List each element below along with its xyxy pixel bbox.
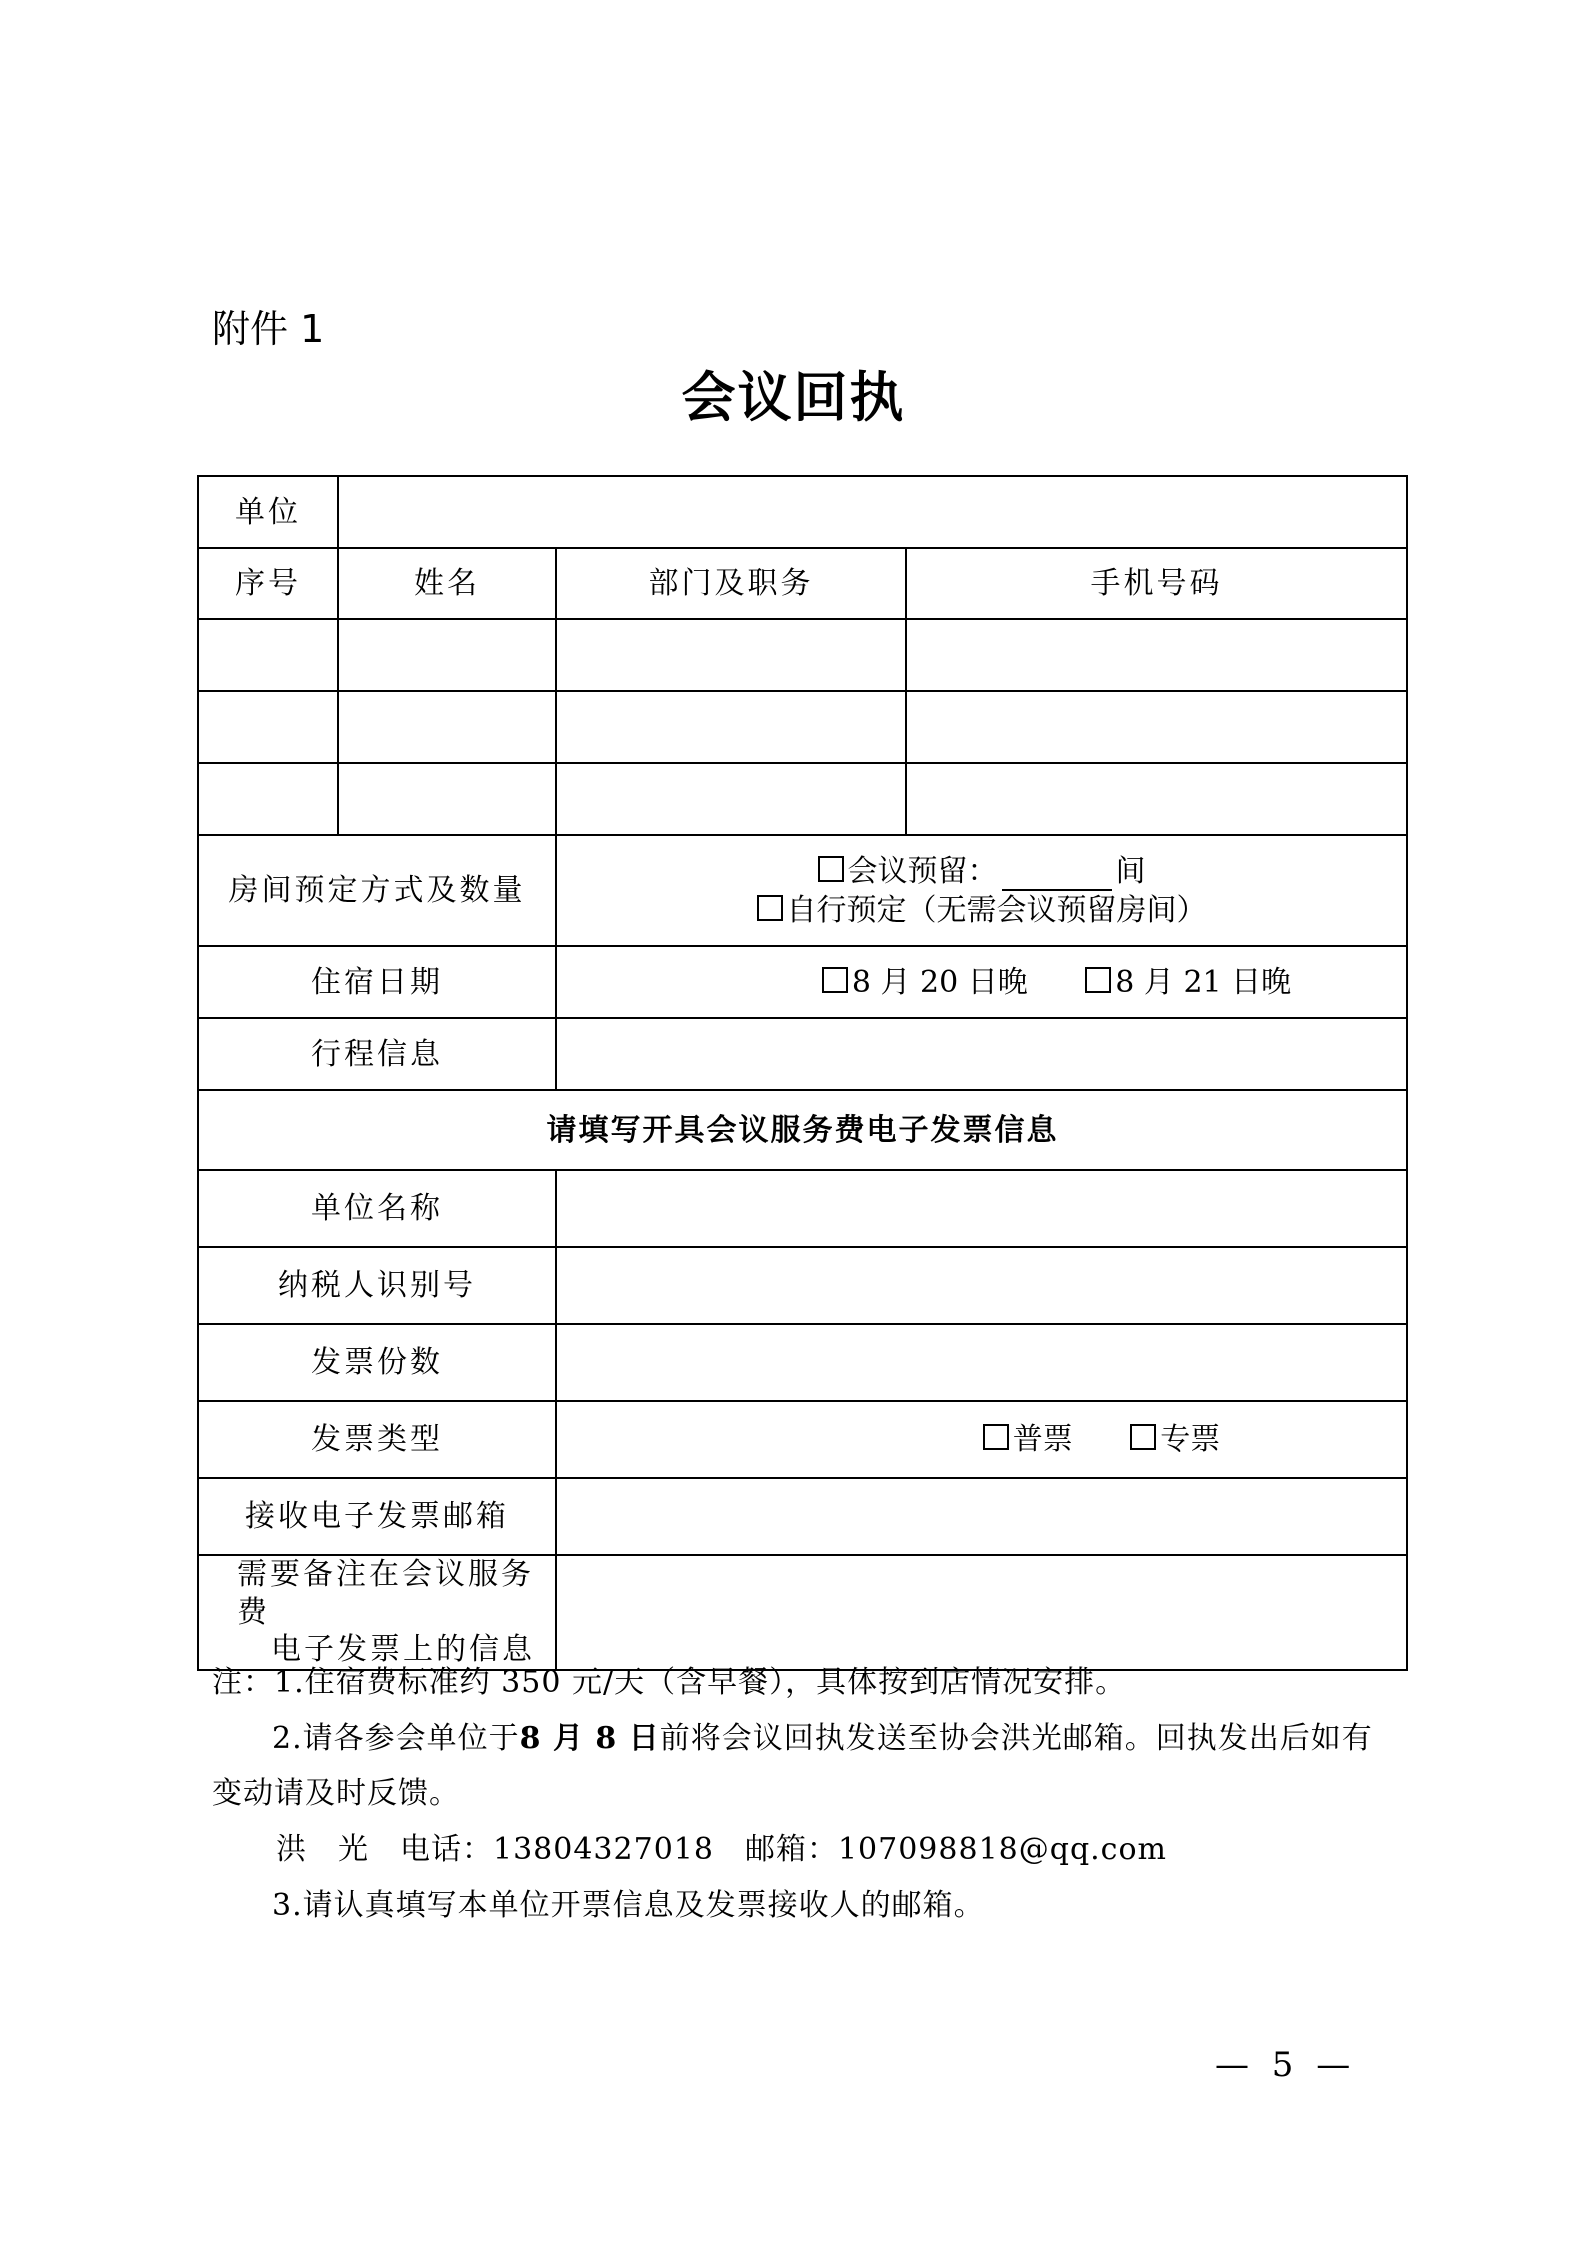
serial-cell[interactable] [198, 619, 338, 691]
remark-row [198, 1555, 1407, 1670]
attachment-label: 附件 1 [212, 307, 325, 351]
invoice-unit-field[interactable] [556, 1170, 1407, 1247]
room-options [556, 835, 1407, 946]
invoice-type-label: 发票类型 [198, 1401, 556, 1478]
unit-row [198, 476, 1407, 548]
table-row [198, 763, 1407, 835]
invoice-type1-label: 普票 [1012, 1422, 1073, 1457]
remark-label [198, 1555, 556, 1670]
table-row [198, 619, 1407, 691]
checkbox-icon[interactable] [1130, 1424, 1156, 1450]
phone-cell[interactable] [906, 691, 1407, 763]
tax-id-row [198, 1247, 1407, 1324]
department-cell[interactable] [556, 763, 906, 835]
room-count-blank[interactable] [1002, 859, 1112, 891]
invoice-type-options [556, 1401, 1407, 1478]
trip-label: 行程信息 [198, 1018, 556, 1090]
room-label: 房间预定方式及数量 [198, 835, 556, 946]
trip-row [198, 1018, 1407, 1090]
invoice-type-row [198, 1401, 1407, 1478]
invoice-header-row [198, 1090, 1407, 1170]
remark-label-line1: 需要备注在会议服务费 [237, 1557, 534, 1630]
remark-field[interactable] [556, 1555, 1407, 1670]
invoice-type2-label: 专票 [1160, 1422, 1221, 1457]
page-title: 会议回执 [681, 365, 906, 429]
table-row [198, 691, 1407, 763]
name-cell[interactable] [338, 763, 556, 835]
department-cell[interactable] [556, 619, 906, 691]
phone-cell[interactable] [906, 619, 1407, 691]
invoice-section-heading: 请填写开具会议服务费电子发票信息 [198, 1090, 1407, 1170]
note-2-date: 8 月 8 日 [519, 1721, 660, 1756]
room-option2-label: 自行预定（无需会议预留房间） [786, 892, 1207, 928]
serial-cell[interactable] [198, 691, 338, 763]
tax-id-field[interactable] [556, 1247, 1407, 1324]
note-2-prefix: 2.请各参会单位于 [272, 1721, 520, 1756]
name-cell[interactable] [338, 691, 556, 763]
note-3: 3.请认真填写本单位开票信息及发票接收人的邮箱。 [272, 1888, 985, 1923]
col-name: 姓名 [338, 548, 556, 619]
note-1: 注：1.住宿费标准约 350 元/天（含早餐），具体按到店情况安排。 [212, 1665, 1127, 1700]
room-row [198, 835, 1407, 946]
col-serial: 序号 [198, 548, 338, 619]
stay-option-20[interactable] [822, 965, 1028, 1000]
invoice-count-label: 发票份数 [198, 1324, 556, 1401]
stay-option-21[interactable] [1085, 965, 1291, 1000]
invoice-type-special[interactable] [1130, 1422, 1220, 1457]
room-option1-label: 会议预留： [847, 853, 998, 889]
remark-label-line2: 电子发票上的信息 [271, 1632, 535, 1667]
invoice-type-normal[interactable] [983, 1422, 1073, 1457]
tax-id-label: 纳税人识别号 [198, 1247, 556, 1324]
trip-field[interactable] [556, 1018, 1407, 1090]
checkbox-icon[interactable] [818, 856, 844, 882]
email-row [198, 1478, 1407, 1555]
note-2 [272, 1713, 1373, 1757]
invoice-count-row [198, 1324, 1407, 1401]
name-cell[interactable] [338, 619, 556, 691]
phone-cell[interactable] [906, 763, 1407, 835]
checkbox-icon[interactable] [757, 895, 783, 921]
email-label: 接收电子发票邮箱 [198, 1478, 556, 1555]
checkbox-icon[interactable] [1085, 967, 1111, 993]
invoice-unit-label: 单位名称 [198, 1170, 556, 1247]
note-2-suffix: 前将会议回执发送至协会洪光邮箱。回执发出后如有 [659, 1721, 1373, 1756]
stay-row [198, 946, 1407, 1018]
contact-line: 洪 光 电话：13804327018 邮箱：107098818@qq.com [276, 1832, 1167, 1867]
department-cell[interactable] [556, 691, 906, 763]
unit-field[interactable] [338, 476, 1407, 548]
stay-option1-label: 8 月 20 日晚 [851, 964, 1028, 1000]
columns-header-row [198, 548, 1407, 619]
stay-option2-label: 8 月 21 日晚 [1115, 964, 1292, 1000]
checkbox-icon[interactable] [983, 1424, 1009, 1450]
serial-cell[interactable] [198, 763, 338, 835]
room-option-reserved[interactable] [557, 852, 1406, 891]
email-field[interactable] [556, 1478, 1407, 1555]
col-phone: 手机号码 [906, 548, 1407, 619]
stay-options [556, 946, 1407, 1018]
note-2-continued: 变动请及时反馈。 [212, 1776, 460, 1811]
unit-label: 单位 [198, 476, 338, 548]
room-option1-suffix: 间 [1115, 853, 1146, 889]
checkbox-icon[interactable] [822, 967, 848, 993]
stay-label: 住宿日期 [198, 946, 556, 1018]
page-number: — 5 — [1215, 2045, 1357, 2085]
col-department: 部门及职务 [556, 548, 906, 619]
invoice-count-field[interactable] [556, 1324, 1407, 1401]
room-option-self[interactable] [557, 891, 1406, 930]
invoice-unit-row [198, 1170, 1407, 1247]
receipt-form [197, 475, 1408, 1671]
